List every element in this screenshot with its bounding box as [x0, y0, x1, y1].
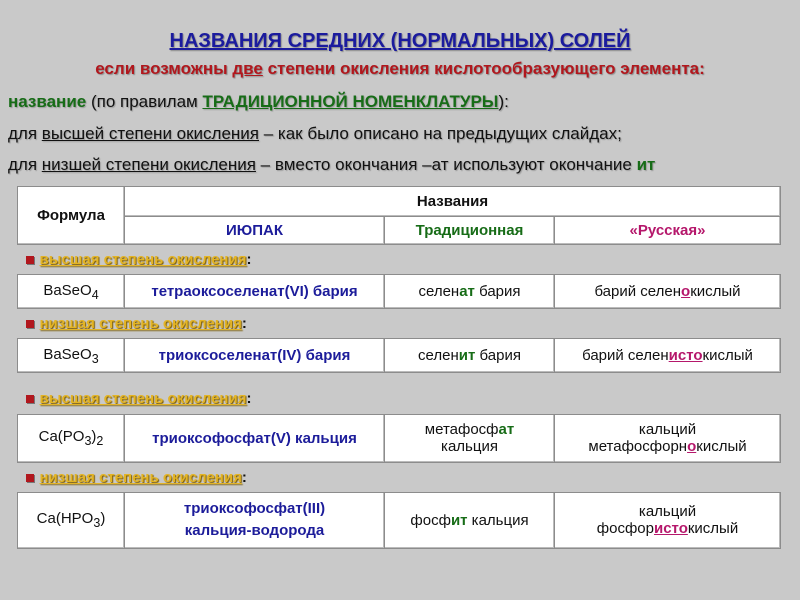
section-row [18, 245, 781, 275]
line2-pre: для [8, 124, 42, 143]
traditional-cell: фосфит кальция [385, 492, 555, 548]
header-formula: Формула [18, 187, 125, 245]
russian-cell: барий селенистокислый [555, 339, 781, 373]
formula-cell: $Ca(PO_3)_2$ [18, 414, 125, 462]
header-russian: «Русская» [555, 217, 781, 245]
traditional-cell: селенит бария [385, 339, 555, 373]
table-selenium [17, 186, 781, 373]
formula-cell: $Ca(HPO_3)$ [18, 492, 125, 548]
subtitle-emph: две [232, 59, 263, 78]
header-traditional: Традиционная [385, 217, 555, 245]
traditional-cell: селенат бария [385, 275, 555, 309]
section-label: высшая степень окисления [39, 390, 247, 408]
intro-line-2 [8, 124, 622, 144]
section-lower-1 [18, 309, 781, 339]
line3-pre: для [8, 155, 42, 174]
intro-line-3 [8, 155, 655, 175]
line3-post: – вместо окончания –ат используют окончание [255, 155, 637, 174]
bullet-icon [26, 474, 34, 482]
traditional-cell: метафосфат кальция [385, 414, 555, 462]
section-higher-1 [18, 245, 781, 275]
slide-subtitle [0, 59, 800, 79]
line3-suffix: ит [636, 155, 656, 174]
section-label: низшая степень окисления [39, 468, 242, 486]
header-row [18, 187, 781, 217]
table-row [18, 414, 781, 462]
section-colon: : [241, 315, 247, 332]
section-label: низшая степень окисления [39, 315, 242, 332]
slide-title: НАЗВАНИЯ СРЕДНИХ (НОРМАЛЬНЫХ) СОЛЕЙ [169, 30, 631, 52]
subtitle-post: степени окисления кислотообразующего элемента: [262, 59, 705, 78]
iupac-cell: триоксофосфат(III) кальция-водорода [125, 492, 385, 548]
table-phosphorus [17, 384, 781, 549]
section-colon: : [246, 251, 252, 268]
bullet-icon [26, 320, 34, 328]
formula-cell: BaSeO$_4$ [18, 275, 125, 309]
line1-nomenclature: ТРАДИЦИОННОЙ НОМЕНКЛАТУРЫ [202, 92, 499, 111]
russian-cell: кальций метафосфорнокислый [555, 414, 781, 462]
line2-post: – как было описано на предыдущих слайдах; [259, 124, 622, 143]
russian-cell: барий селенокислый [555, 275, 781, 309]
line3-lower: низшей степени окисления [41, 155, 256, 174]
line2-higher: высшей степени окисления [41, 124, 260, 143]
formula-cell: BaSeO$_3$ [18, 339, 125, 373]
bullet-icon [26, 395, 34, 403]
section-row [18, 309, 781, 339]
intro-line-1 [8, 92, 509, 112]
table-row [18, 339, 781, 373]
bullet-icon [26, 256, 34, 264]
table-row [18, 275, 781, 309]
russian-cell: кальций фосфористокислый [555, 492, 781, 548]
header-names: Названия [125, 187, 781, 217]
header-subrow [18, 217, 781, 245]
section-colon: : [241, 468, 247, 486]
section-lower-2 [18, 462, 781, 492]
line1-end: ): [498, 92, 509, 111]
iupac-cell: тетраоксоселенат(VI) бария [125, 275, 385, 309]
iupac-cell: триоксоселенат(IV) бария [125, 339, 385, 373]
line1-paren: (по правилам [86, 92, 203, 111]
section-label: высшая степень окисления [39, 251, 247, 268]
subtitle-pre: если возможны [95, 59, 233, 78]
header-iupac: ИЮПАК [125, 217, 385, 245]
section-row [18, 384, 781, 414]
section-row [18, 462, 781, 492]
iupac-cell: триоксофосфат(V) кальция [125, 414, 385, 462]
section-higher-2 [18, 384, 781, 414]
line1-term: название [8, 92, 87, 111]
table-row [18, 492, 781, 548]
section-colon: : [246, 390, 252, 408]
